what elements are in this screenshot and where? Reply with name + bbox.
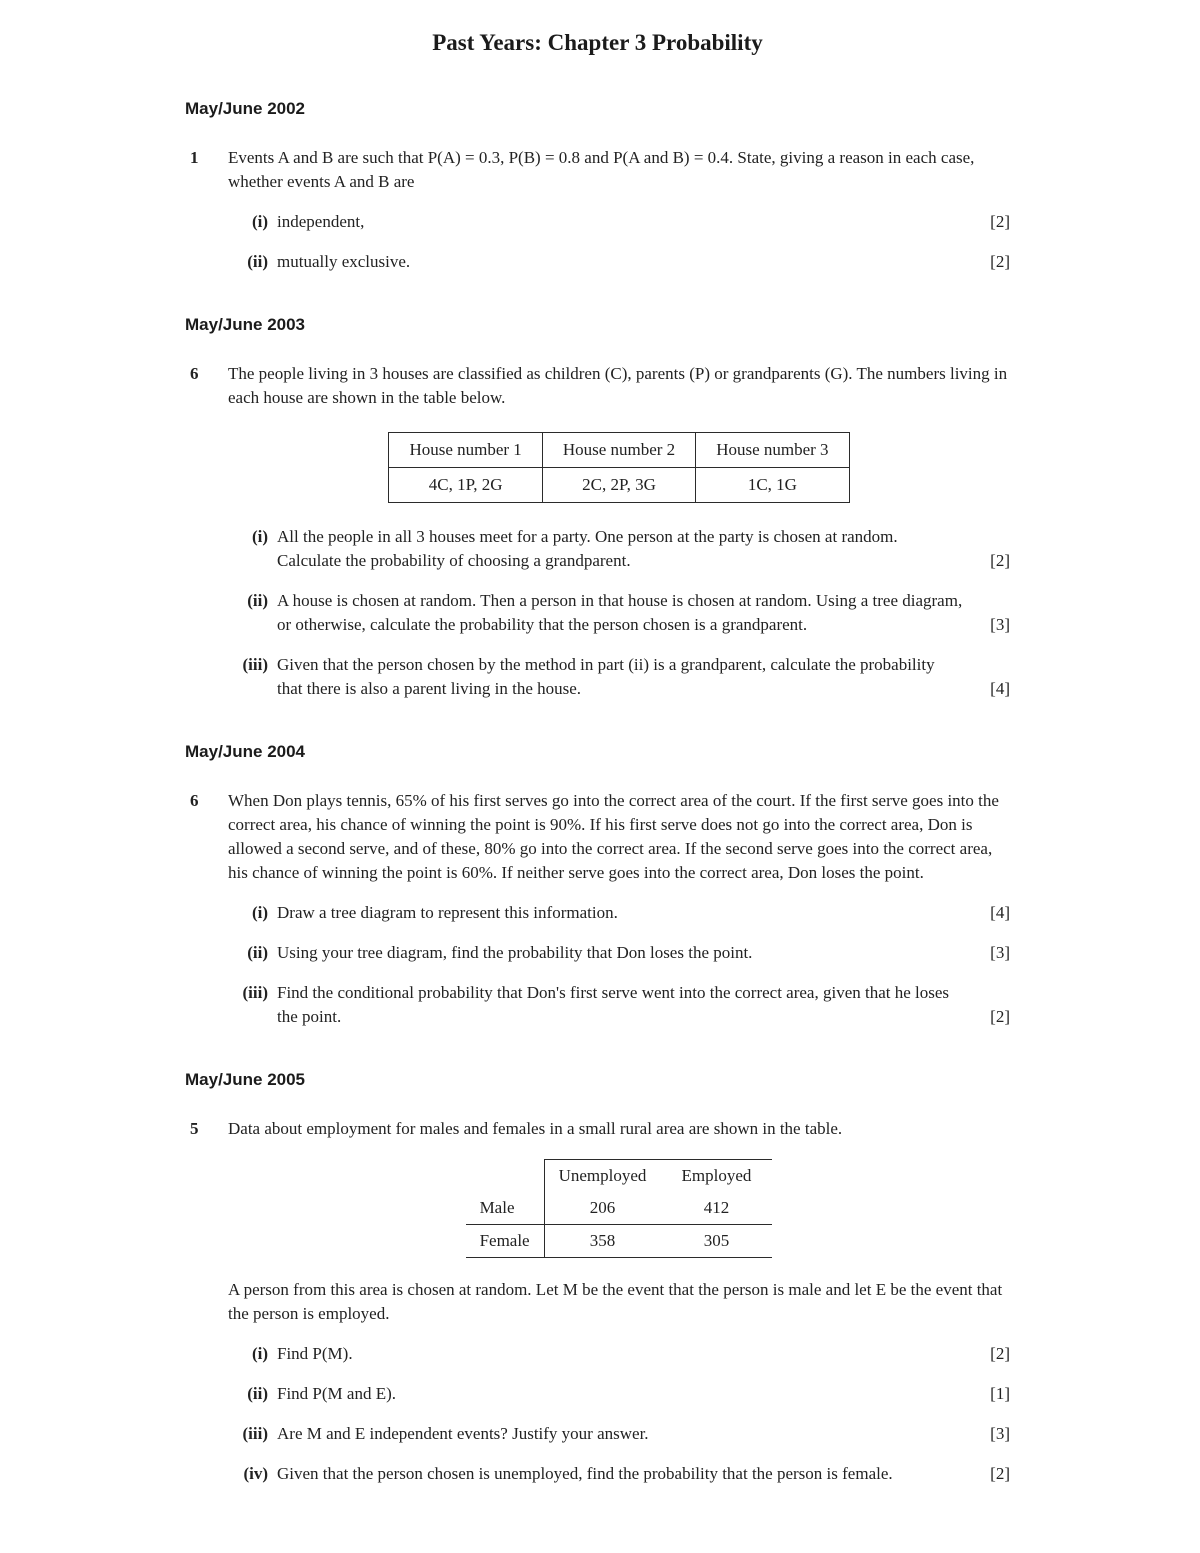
part-marks: [3] [990, 1424, 1010, 1443]
section-heading-2003: May/June 2003 [185, 315, 306, 334]
question-intro: Events A and B are such that P(A) = 0.3, P(B) = 0.8 and P(A and B) = 0.4. State, giving a reason in each case, whether events A and B are [228, 148, 975, 191]
house-table-cell: 4C, 1P, 2G [389, 468, 542, 503]
employment-row-label: Male [466, 1192, 545, 1225]
part-text: Find the conditional probability that Don's first serve went into the correct area, given that he loses the point. [277, 983, 950, 1026]
section-may-june-2003 [185, 314, 1010, 701]
part-label: (ii) [247, 591, 268, 610]
question-2005-5 [185, 1117, 1010, 1486]
question-2004-6 [185, 789, 1010, 1029]
house-table-cell: 1C, 1G [696, 468, 849, 503]
question-part-iii [228, 981, 1010, 1029]
section-may-june-2002 [185, 98, 1010, 274]
part-label: (i) [251, 1344, 268, 1363]
part-label: (iv) [243, 1464, 268, 1483]
employment-table-cell: 206 [544, 1192, 660, 1225]
question-2003-6 [185, 362, 1010, 701]
part-marks: [3] [990, 943, 1010, 962]
question-intro: The people living in 3 houses are classified as children (C), parents (P) or grandparents (G). The numbers living in each house are shown in the table below. [228, 364, 1008, 407]
part-label: (i) [251, 212, 268, 231]
question-number: 5 [190, 1119, 199, 1138]
part-text: Draw a tree diagram to represent this information. [277, 903, 618, 922]
part-marks: [2] [990, 551, 1010, 570]
question-part-i [228, 210, 1010, 234]
part-marks: [2] [990, 1007, 1010, 1026]
part-label: (ii) [247, 1384, 268, 1403]
employment-table-cell: 412 [660, 1192, 772, 1225]
part-label: (iii) [242, 983, 268, 1002]
part-text: Using your tree diagram, find the probability that Don loses the point. [277, 943, 753, 962]
part-label: (ii) [247, 252, 268, 271]
question-intro: Data about employment for males and females in a small rural area are shown in the table. [228, 1119, 843, 1138]
house-table-cell: 2C, 2P, 3G [542, 468, 695, 503]
part-text: Given that the person chosen by the method in part (ii) is a grandparent, calculate the probability that there is also a parent living in the house. [277, 655, 935, 698]
house-table-header: House number 1 [389, 433, 542, 468]
question-intro: When Don plays tennis, 65% of his first serves go into the correct area of the court. If the first serve goes into the correct area, his chance of winning the point is 90%. If his first serve does not go into the correct area, Don is allowed a second serve, and of these, 80% go into the correct area. If the second serve goes into the correct area, his chance of winning the point is 60%. If neither serve goes into the correct area, Don loses the point. [228, 791, 999, 882]
question-part-ii [228, 1382, 1010, 1406]
question-part-iii [228, 1422, 1010, 1446]
employment-table-blank-cell [466, 1160, 545, 1193]
question-part-ii [228, 941, 1010, 965]
house-table-header: House number 3 [696, 433, 849, 468]
question-part-i [228, 901, 1010, 925]
employment-table-row-male [466, 1192, 773, 1225]
part-text: independent, [277, 212, 365, 231]
employment-table-cell: 305 [660, 1225, 772, 1258]
question-part-ii [228, 250, 1010, 274]
part-text: Are M and E independent events? Justify your answer. [277, 1424, 649, 1443]
employment-table [466, 1159, 773, 1258]
question-body [228, 362, 1010, 701]
house-table-data-row [389, 468, 849, 503]
question-body [228, 146, 1010, 274]
part-marks: [3] [990, 615, 1010, 634]
part-marks: [2] [990, 212, 1010, 231]
part-text: Find P(M and E). [277, 1384, 396, 1403]
part-text: mutually exclusive. [277, 252, 411, 271]
question-body [228, 1117, 1010, 1486]
house-table [388, 432, 849, 503]
part-marks: [1] [990, 1384, 1010, 1403]
part-label: (ii) [247, 943, 268, 962]
employment-table-row-female [466, 1225, 773, 1258]
house-table-header: House number 2 [542, 433, 695, 468]
question-part-i [228, 525, 1010, 573]
part-marks: [4] [990, 679, 1010, 698]
part-text: All the people in all 3 houses meet for a party. One person at the party is chosen at random. Calculate the probability of choosing a grandparent. [277, 527, 898, 570]
page-title: Past Years: Chapter 3 Probability [432, 30, 763, 55]
section-may-june-2004 [185, 741, 1010, 1029]
question-number: 6 [190, 364, 199, 383]
part-marks: [2] [990, 1344, 1010, 1363]
employment-table-header-row [466, 1160, 773, 1193]
employment-table-header: Employed [660, 1160, 772, 1193]
question-number: 6 [190, 791, 199, 810]
question-2002-1 [185, 146, 1010, 274]
part-marks: [4] [990, 903, 1010, 922]
part-text: Given that the person chosen is unemployed, find the probability that the person is female. [277, 1464, 893, 1483]
question-statement: A person from this area is chosen at random. Let M be the event that the person is male and let E be the event that the person is employed. [228, 1280, 1003, 1323]
question-part-i [228, 1342, 1010, 1366]
part-text: A house is chosen at random. Then a person in that house is chosen at random. Using a tree diagram, or otherwise, calculate the probability that the person chosen is a grandparent. [277, 591, 963, 634]
section-heading-2004: May/June 2004 [185, 742, 306, 761]
part-marks: [2] [990, 252, 1010, 271]
question-part-ii [228, 589, 1010, 637]
section-heading-2005: May/June 2005 [185, 1070, 306, 1089]
house-table-header-row [389, 433, 849, 468]
question-part-iii [228, 653, 1010, 701]
part-label: (iii) [242, 655, 268, 674]
part-label: (i) [251, 903, 268, 922]
part-label: (iii) [242, 1424, 268, 1443]
section-may-june-2005 [185, 1069, 1010, 1486]
part-label: (i) [251, 527, 268, 546]
employment-table-header: Unemployed [544, 1160, 660, 1193]
question-body [228, 789, 1010, 1029]
part-marks: [2] [990, 1464, 1010, 1483]
section-heading-2002: May/June 2002 [185, 99, 306, 118]
question-part-iv [228, 1462, 1010, 1486]
employment-table-cell: 358 [544, 1225, 660, 1258]
employment-row-label: Female [466, 1225, 545, 1258]
part-text: Find P(M). [277, 1344, 353, 1363]
question-number: 1 [190, 148, 199, 167]
